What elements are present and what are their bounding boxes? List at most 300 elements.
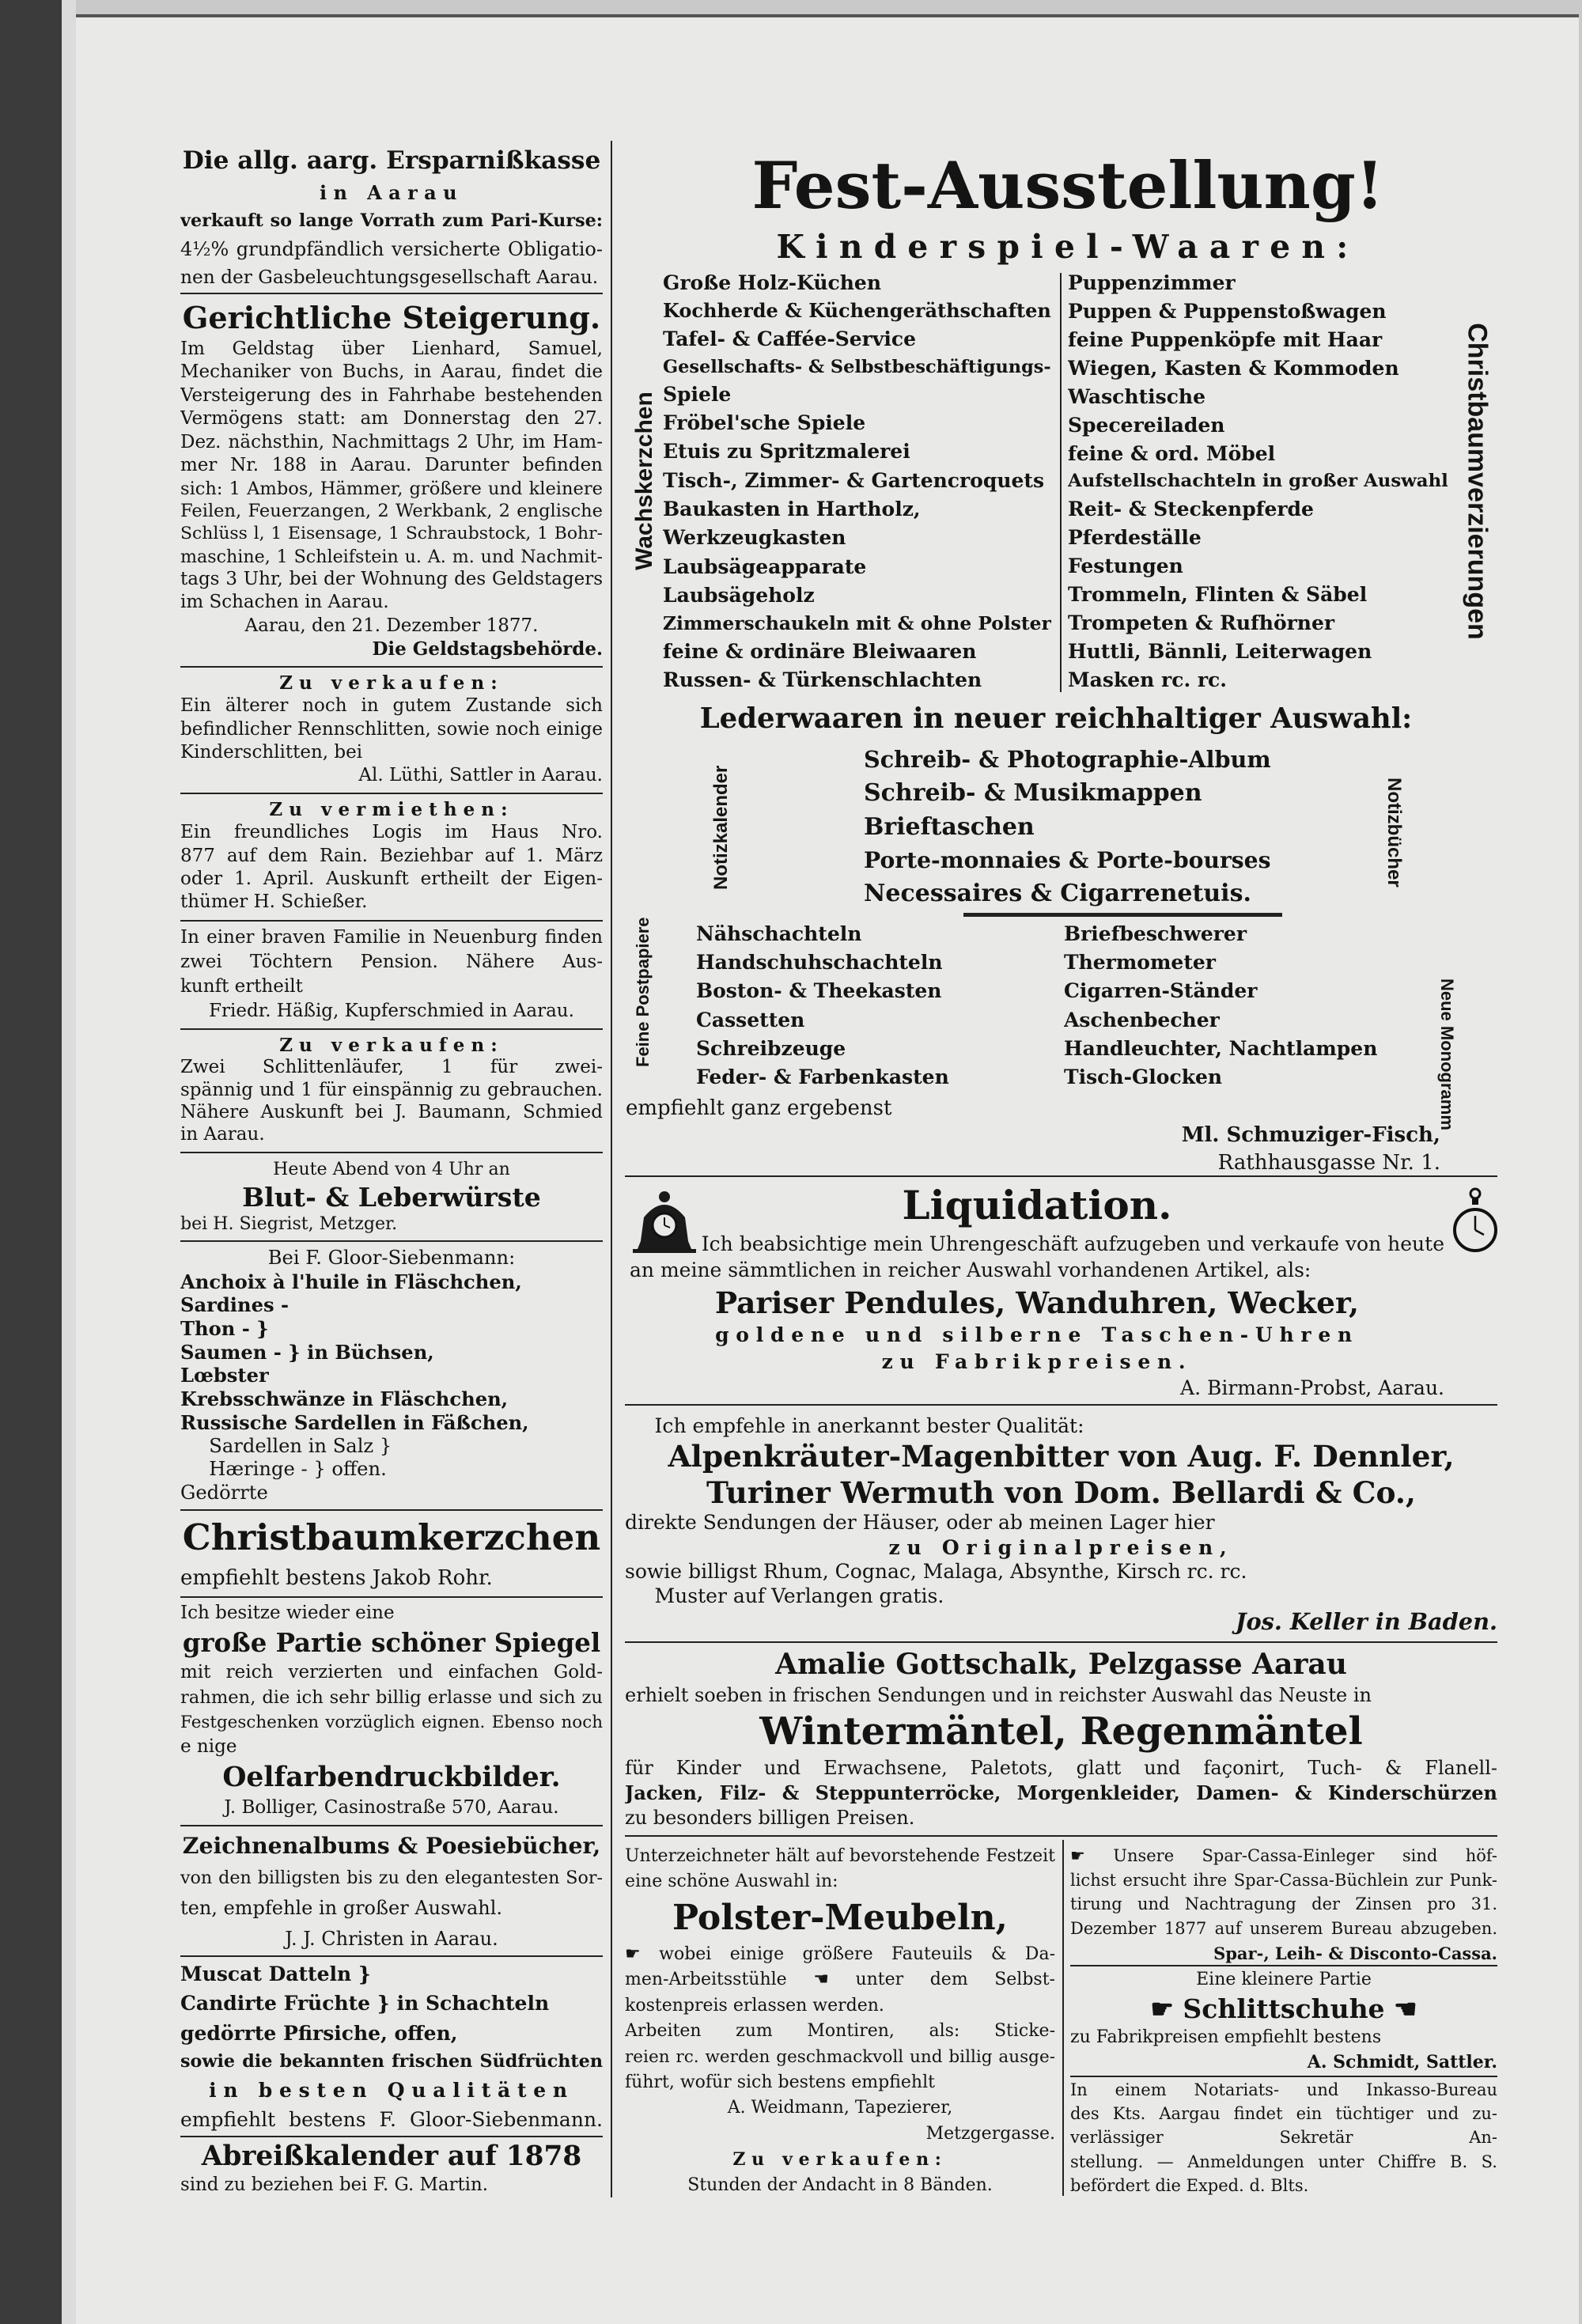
text-line — [180, 952, 603, 974]
line-text: mit reich verzierten und einfachen Gold- — [180, 1662, 603, 1683]
line-text: Kochherde & Küchengeräthschaften — [663, 299, 1051, 323]
leder-heading-ad — [696, 702, 1416, 744]
text-line — [663, 555, 1055, 579]
line-text: Thon - } — [180, 1317, 269, 1341]
text-line — [1068, 271, 1452, 295]
line-text: Cigarren-Ständer — [1064, 979, 1258, 1003]
line-text: Aufstellschachteln in großer Auswahl — [1068, 471, 1448, 492]
line-text: Ml. Schmuziger-Fisch, — [1181, 1123, 1440, 1148]
column-divider-bottom-right — [1062, 1840, 1064, 2196]
sparcassa-ad — [1070, 1846, 1497, 1963]
line-text: men-Arbeitsstühle ☚ unter dem Selbst- — [625, 1970, 1055, 1990]
text-line — [180, 1214, 603, 1235]
text-line — [1068, 414, 1452, 437]
line-text: Zu verkaufen: — [279, 672, 504, 694]
rule-divider — [180, 1152, 603, 1153]
line-text: Die allg. aarg. Ersparnißkasse — [182, 146, 601, 175]
line-text: Zwei Schlittenläufer, 1 für zwei- — [180, 1057, 603, 1078]
line-text: tags 3 Uhr, bei der Wohnung des Geldstagers — [180, 569, 603, 589]
line-text: Sardellen in Salz } — [209, 1434, 392, 1457]
rule-divider — [180, 1028, 603, 1030]
text-line — [1068, 640, 1452, 664]
line-text: Necessaires & Cigarrenetuis. — [864, 879, 1251, 907]
line-text: thümer H. Schießer. — [180, 891, 368, 913]
line-text: ☛ Schlittschuhe ☚ — [1150, 1993, 1417, 2025]
line-text: Tisch-, Zimmer- & Gartencroquets — [663, 468, 1045, 492]
text-line — [630, 1259, 1444, 1282]
text-line — [1064, 951, 1396, 975]
text-line — [630, 1285, 1444, 1321]
line-text: Dezember 1877 auf unserem Bureau abzugeben. — [1070, 1919, 1497, 1939]
line-text: Zu vermiethen: — [269, 799, 514, 820]
text-line — [663, 440, 1055, 464]
line-text: Friedr. Häßig, Kupferschmied in Aarau. — [209, 1001, 574, 1022]
line-text: Lœbster — [180, 1364, 269, 1387]
line-text: Russen- & Türkenschlachten — [663, 668, 982, 691]
text-line — [625, 2021, 1055, 2042]
text-line — [864, 847, 1275, 874]
text-line — [630, 1232, 1444, 1256]
line-text: Puppenzimmer — [1068, 271, 1236, 294]
text-line — [180, 1035, 603, 1057]
line-text: Kinderschlitten, bei — [180, 742, 363, 763]
line-text: Feder- & Farbenkasten — [696, 1065, 949, 1088]
text-line — [180, 2174, 603, 2196]
text-line — [1070, 2052, 1497, 2072]
text-line — [625, 2124, 1055, 2144]
line-text: Vermögens statt: am Donnerstag den 27. — [180, 408, 603, 430]
rule-divider — [180, 666, 603, 668]
line-text: Lederwaaren in neuer reichhaltiger Auswahl: — [699, 702, 1413, 735]
text-line — [1070, 1894, 1497, 1914]
line-text: Alpenkräuter-Magenbitter von Aug. F. Dennler, — [668, 1438, 1455, 1474]
text-line — [696, 1037, 1038, 1061]
line-text: Schlüss l, 1 Eisensage, 1 Schraubstock, 1 Bohr- — [180, 524, 603, 544]
text-line — [625, 1944, 1055, 1965]
line-text: zu besonders billigen Preisen. — [625, 1807, 915, 1830]
text-line — [180, 455, 603, 477]
text-line — [180, 2022, 603, 2046]
line-text: Gesellschafts- & Selbstbeschäftigungs- — [663, 356, 1051, 377]
text-line — [625, 1757, 1497, 1780]
text-line — [180, 1458, 603, 1481]
text-line — [864, 880, 1275, 908]
text-line — [180, 615, 603, 638]
text-line — [1070, 2176, 1497, 2196]
text-line — [180, 238, 603, 261]
rule-divider — [180, 1825, 603, 1826]
text-line — [180, 361, 603, 384]
zeichnen-ad — [180, 1832, 603, 1951]
text-line — [180, 182, 603, 205]
line-text: Ich empfehle in anerkannt bester Qualität: — [654, 1414, 1084, 1437]
side-label: Notizkalender — [710, 765, 732, 890]
text-line — [1068, 583, 1452, 607]
text-line — [625, 1535, 1497, 1559]
line-text: empfiehlt ganz ergebenst — [626, 1096, 892, 1120]
text-line — [663, 498, 1055, 521]
line-text: spännig und 1 für einspännig zu gebrauchen. — [180, 1079, 603, 1100]
text-line — [630, 1323, 1444, 1347]
line-text: Eine kleinere Partie — [1196, 1970, 1372, 1989]
text-line — [180, 1628, 603, 1659]
line-text: Waschtische — [1068, 385, 1205, 409]
line-text: Saumen - } in Büchsen, — [180, 1340, 434, 1364]
line-text: Versteigerung des in Fahrhabe bestehenden — [180, 384, 603, 406]
line-text: Jos. Keller in Baden. — [1235, 1608, 1497, 1636]
text-line — [180, 569, 603, 591]
blutwuerste-ad — [180, 1160, 603, 1235]
line-text: zu Fabrikpreisen. — [881, 1349, 1193, 1373]
line-text: erhielt soeben in frischen Sendungen und in reichster Auswahl das Neuste in — [625, 1683, 1372, 1706]
line-text: Gedörrte — [180, 1481, 268, 1504]
line-text: zu Fabrikpreisen empfiehlt bestens — [1070, 2027, 1382, 2048]
verkaufen1-ad — [180, 672, 603, 787]
line-text: Specereiladen — [1068, 414, 1225, 437]
line-text: zwei Töchtern Pension. Nähere Aus- — [180, 952, 603, 973]
text-line — [1068, 611, 1452, 635]
text-line — [1068, 668, 1452, 692]
line-text: Ich besitze wieder eine — [180, 1603, 395, 1623]
text-line — [663, 526, 1055, 550]
line-text: Baukasten in Hartholz, — [663, 498, 921, 521]
text-line — [625, 1684, 1497, 1707]
line-text: Zimmerschaukeln mit & ohne Polster — [663, 612, 1051, 635]
text-line — [625, 2175, 1055, 2196]
text-line — [180, 1435, 603, 1458]
text-line — [864, 746, 1275, 773]
line-text: Stunden der Andacht in 8 Bänden. — [687, 2174, 993, 2195]
text-line — [180, 2079, 603, 2103]
line-text: Tafel- & Caffée-Service — [663, 327, 917, 351]
text-line — [180, 385, 603, 407]
text-line — [180, 1102, 603, 1124]
line-text: A. Weidmann, Tapezierer, — [727, 2098, 953, 2118]
line-text: verlässiger Sekretär An- — [1070, 2128, 1497, 2148]
text-line — [1064, 922, 1396, 946]
text-line — [180, 1317, 603, 1340]
text-line — [1070, 1993, 1497, 2025]
text-line — [180, 1736, 603, 1758]
rule-divider — [180, 1596, 603, 1598]
column-divider — [611, 141, 612, 2197]
side-label: Christbaumverzierungen — [1462, 322, 1493, 640]
text-line — [626, 1123, 1440, 1148]
line-text: Schreib- & Photographie-Album — [864, 746, 1271, 773]
line-text: oder 1. April. Auskunft ertheilt der Eigen- — [180, 869, 603, 890]
line-text: nen der Gasbeleuchtungsgesellschaft Aarau. — [180, 267, 599, 289]
text-line — [1068, 357, 1452, 380]
text-line — [864, 813, 1275, 842]
text-line — [625, 2072, 1055, 2093]
text-line — [180, 1080, 603, 1102]
line-text: in besten Qualitäten — [209, 2078, 574, 2102]
line-text: tirung und Nachtragung der Zinsen pro 31. — [1070, 1894, 1497, 1914]
text-line — [180, 1387, 603, 1410]
toechtern-ad — [180, 927, 603, 1023]
line-text: Werkzeugkasten — [663, 526, 846, 550]
line-text: Zu verkaufen: — [279, 1035, 504, 1056]
muscat-ad — [180, 1963, 603, 2132]
line-text: Ein freundliches Logis im Haus Nro. — [180, 822, 603, 843]
line-text: Pferdeställe — [1068, 525, 1202, 549]
text-line — [180, 927, 603, 949]
text-line — [625, 1970, 1055, 1990]
line-text: Polster-Meubeln, — [672, 1897, 1008, 1938]
line-text: Oelfarbendruckbilder. — [222, 1761, 561, 1793]
text-line — [1068, 526, 1452, 550]
text-line — [180, 869, 603, 891]
fest-heading-ad — [712, 148, 1424, 267]
line-text: A. Schmidt, Sattler. — [1307, 2051, 1497, 2072]
text-line — [1068, 300, 1452, 324]
line-text: Briefbeschwerer — [1064, 922, 1247, 945]
line-text: in Aarau — [320, 181, 464, 204]
text-line — [180, 1124, 603, 1146]
line-text: Zeichnenalbums & Poesiebücher, — [182, 1832, 601, 1859]
line-text: Liquidation. — [902, 1182, 1172, 1228]
line-text: Puppen & Puppenstoßwagen — [1068, 300, 1387, 324]
text-line — [180, 592, 603, 614]
text-line — [1070, 2080, 1497, 2100]
line-text: Brieftaschen — [864, 812, 1035, 841]
text-line — [1070, 2152, 1497, 2172]
text-line — [663, 357, 1055, 378]
text-line — [180, 1293, 603, 1316]
abreiss-ad — [180, 2140, 603, 2196]
text-line — [180, 822, 603, 844]
text-line — [180, 638, 603, 660]
text-line — [625, 1608, 1497, 1636]
line-text: In einer braven Familie in Neuenburg finden — [180, 927, 603, 948]
rule-divider — [180, 2136, 603, 2137]
text-line — [180, 267, 603, 289]
steigerung-ad — [180, 301, 603, 660]
line-text: J. J. Christen in Aarau. — [285, 1928, 498, 1951]
line-text: Trompeten & Rufhörner — [1068, 611, 1335, 634]
text-line — [180, 2140, 603, 2173]
text-line — [180, 146, 603, 176]
line-text: reien rc. werden geschmackvoll und billig ausge- — [625, 2046, 1055, 2067]
line-text: Cassetten — [696, 1008, 805, 1031]
line-text: Hæringe - } offen. — [209, 1458, 387, 1481]
line-text: lichst ersucht ihre Spar-Cassa-Büchlein zur Punk- — [1070, 1870, 1497, 1890]
line-text: Ich beabsichtige mein Uhrengeschäft aufzugeben und verkaufe von heute — [701, 1232, 1444, 1255]
line-text: feine Puppenköpfe mit Haar — [1068, 328, 1383, 352]
line-text: Arbeiten zum Montiren, als: Sticke- — [625, 2021, 1055, 2042]
line-text: für Kinder und Erwachsene, Paletots, glatt und façonirt, Tuch- & Flanell- — [625, 1756, 1497, 1779]
line-text: empfiehlt bestens F. Gloor-Siebenmann. — [180, 2107, 603, 2131]
line-text: mer Nr. 188 in Aarau. Darunter befinden — [180, 455, 603, 476]
line-text: sich: 1 Ambos, Hämmer, größere und kleinere — [180, 478, 603, 499]
line-text: Russische Sardellen in Fäßchen, — [180, 1410, 529, 1434]
text-line — [180, 1603, 603, 1625]
text-line — [180, 1713, 603, 1733]
rule-divider — [180, 793, 603, 794]
text-line — [712, 228, 1424, 267]
line-text: befördert die Exped. d. Blts. — [1070, 2175, 1309, 2195]
text-line — [180, 1516, 603, 1559]
line-text: A. Birmann-Probst, Aarau. — [1180, 1376, 1444, 1399]
line-text: Huttli, Bännli, Leiterwagen — [1068, 639, 1372, 663]
line-text: sowie billigst Rhum, Cognac, Malaga, Absynthe, Kirsch rc. rc. — [625, 1559, 1247, 1583]
text-line — [625, 1560, 1497, 1584]
text-line — [1068, 471, 1452, 492]
line-text: Nähschachteln — [696, 922, 862, 945]
text-line — [180, 339, 603, 361]
text-line — [1070, 1846, 1497, 1866]
text-line — [625, 2047, 1055, 2068]
line-text: 4½% grundpfändlich versicherte Obligatio- — [180, 237, 603, 260]
line-text: Heute Abend von 4 Uhr an — [273, 1160, 510, 1179]
fest-right-ad — [1068, 271, 1452, 692]
line-text: Fest-Ausstellung! — [751, 149, 1384, 224]
text-line — [625, 1807, 1497, 1830]
line-text: des Kts. Aargau findet ein tüchtiger und zu- — [1070, 2104, 1497, 2124]
text-line — [625, 1709, 1497, 1755]
text-line — [180, 1928, 603, 1951]
text-line — [180, 1247, 603, 1270]
text-line — [180, 1001, 603, 1023]
fest-list-divider — [1060, 273, 1062, 692]
text-line — [180, 976, 603, 998]
line-text: bei H. Siegrist, Metzger. — [180, 1213, 398, 1234]
rule-divider — [180, 920, 603, 922]
line-text: Porte-monnaies & Porte-bourses — [864, 846, 1271, 873]
line-text: sowie die bekannten frischen Südfrüchten — [180, 2051, 603, 2072]
text-line — [663, 300, 1055, 323]
text-line — [663, 668, 1055, 692]
line-text: ☛ Unsere Spar-Cassa-Einleger sind höf- — [1070, 1846, 1497, 1865]
text-line — [625, 1439, 1497, 1474]
line-text: an meine sämmtlichen in reicher Auswahl vorhandenen Artikel, als: — [630, 1259, 1311, 1281]
text-line — [625, 1648, 1497, 1682]
text-line — [663, 469, 1055, 493]
text-line — [625, 2149, 1055, 2170]
text-line — [180, 1662, 603, 1684]
line-text: Mechaniker von Buchs, in Aarau, findet die — [180, 361, 603, 383]
text-line — [180, 2108, 603, 2132]
text-line — [1068, 385, 1452, 409]
text-line — [180, 1897, 603, 1920]
line-text: verkauft so lange Vorrath zum Pari-Kurse: — [180, 210, 603, 232]
line-text: Muster auf Verlangen gratis. — [654, 1584, 944, 1607]
line-text: Boston- & Theekasten — [696, 979, 942, 1003]
text-line — [625, 1511, 1497, 1535]
rule-divider — [625, 1641, 1497, 1643]
text-line — [180, 1482, 603, 1505]
verkaufen2-ad — [180, 1035, 603, 1146]
line-text: Festungen — [1068, 554, 1183, 577]
line-text: Fröbel'sche Spiele — [663, 411, 866, 435]
naeh-left-ad — [696, 922, 1038, 1089]
naeh-right-ad — [1064, 922, 1396, 1089]
side-label: Notizbücher — [1383, 777, 1405, 888]
line-text: zu Originalpreisen, — [888, 1535, 1234, 1560]
text-line — [625, 1782, 1497, 1805]
text-line — [180, 1364, 603, 1387]
line-text: 877 auf dem Rain. Beziehbar auf 1. März — [180, 845, 603, 866]
line-text: Muscat Datteln } — [180, 1963, 371, 1985]
text-line — [625, 1996, 1055, 2016]
text-line — [696, 951, 1038, 975]
line-text: Nähere Auskunft bei J. Baumann, Schmied — [180, 1102, 603, 1123]
line-text: Krebsschwänze in Fläschchen, — [180, 1387, 509, 1411]
rule-divider — [180, 293, 603, 294]
line-text: Gerichtliche Steigerung. — [182, 301, 601, 336]
text-line — [630, 1376, 1444, 1400]
line-text: feine & ord. Möbel — [1068, 442, 1276, 466]
fest-left-ad — [663, 271, 1055, 692]
text-line — [1064, 979, 1396, 1003]
rule-divider — [625, 1404, 1497, 1406]
vermiethen-ad — [180, 799, 603, 914]
polster-ad — [625, 1846, 1055, 2196]
naeh-footer-ad — [626, 1096, 1440, 1175]
line-text: Im Geldstag über Lienhard, Samuel, — [180, 338, 603, 359]
text-line — [663, 640, 1055, 664]
line-text: Blut- & Leberwürste — [242, 1181, 541, 1213]
line-text: führt, wofür sich bestens empfiehlt — [625, 2072, 935, 2092]
text-line — [180, 524, 603, 544]
line-text: e nige — [180, 1735, 237, 1757]
text-line — [864, 779, 1275, 808]
liquidation-ad — [630, 1182, 1444, 1400]
text-line — [626, 1096, 1440, 1121]
text-line — [180, 547, 603, 568]
text-line — [1064, 1037, 1396, 1061]
line-text: Handleuchter, Nachtlampen — [1064, 1036, 1378, 1060]
text-line — [180, 1832, 603, 1859]
line-text: Zu verkaufen: — [732, 2149, 948, 2171]
text-line — [696, 922, 1038, 946]
text-line — [1068, 498, 1452, 521]
text-line — [696, 1009, 1038, 1032]
text-line — [180, 479, 603, 500]
text-line — [180, 765, 603, 787]
text-line — [180, 1270, 603, 1293]
line-text: gedörrte Pfirsiche, offen, — [180, 2021, 458, 2045]
text-line — [180, 695, 603, 717]
text-line — [180, 1762, 603, 1794]
text-line — [180, 1411, 603, 1434]
text-line — [180, 1160, 603, 1180]
text-line — [696, 702, 1416, 736]
text-line — [180, 719, 603, 741]
rule-divider — [1070, 1965, 1497, 1966]
pocket-watch-icon — [1452, 1186, 1498, 1260]
line-text: J. Bolliger, Casinostraße 570, Aarau. — [224, 1797, 559, 1819]
line-text: Handschuhschachteln — [696, 951, 943, 975]
line-text: Spiele — [663, 382, 732, 406]
line-text: Kinderspiel-Waaren: — [776, 228, 1360, 267]
line-text: Candirte Früchte } in Schachteln — [180, 1992, 550, 2016]
text-line — [180, 1687, 603, 1709]
side-label: Feine Postpapiere — [633, 917, 653, 1067]
schlittschuhe-ad — [1070, 1970, 1497, 2072]
text-line — [712, 148, 1424, 225]
line-text: feine & ordinäre Bleiwaaren — [663, 639, 977, 663]
line-text: Unterzeichneter hält auf bevorstehende Festzeit — [625, 1846, 1055, 1866]
scan-edge-left — [0, 0, 62, 2324]
line-text: goldene und silberne Taschen-Uhren — [715, 1323, 1359, 1346]
scan-edge-margin — [62, 0, 76, 2324]
line-text: Abreißkalender auf 1878 — [201, 2140, 582, 2172]
text-line — [180, 1992, 603, 2016]
line-text: Feilen, Feuerzangen, 2 Werkbank, 2 englische — [180, 501, 603, 522]
text-line — [1070, 1919, 1497, 1939]
text-line — [180, 1566, 603, 1591]
